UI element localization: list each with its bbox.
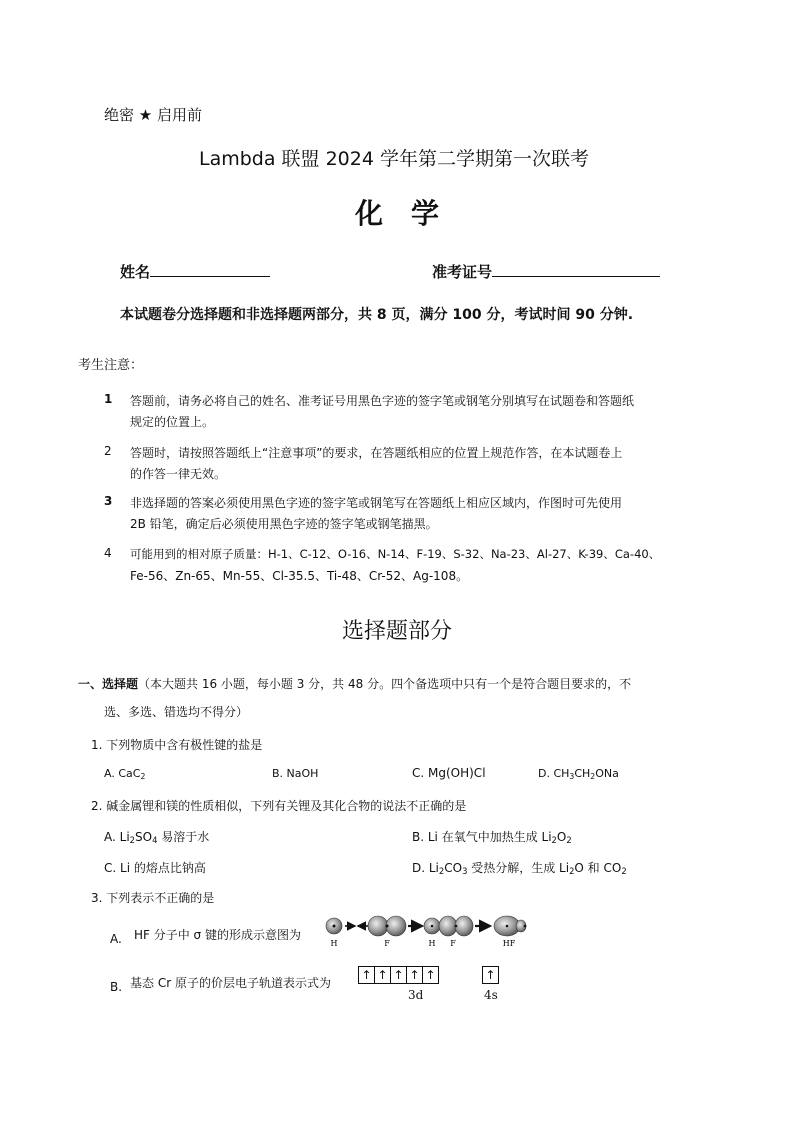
q3-stem: 3. 下列表示不正确的是 [91,891,215,905]
q2-option-c[interactable]: C. Li 的熔点比钠高 [104,861,206,875]
subject-title: 化 学 [354,197,439,230]
q3-option-b-text: 基态 Cr 原子的价层电子轨道表示式为 [130,976,331,990]
q1-stem: 1. 下列物质中含有极性键的盐是 [91,738,263,752]
orbital-box: ↑ [406,966,423,984]
orbital-box: ↑ [390,966,407,984]
section-heading-line2: 选、多选、错选均不得分） [104,705,249,719]
orbital-4s-label: 4s [484,988,498,1002]
notice-num: 2 [104,444,112,458]
section-title: 选择题部分 [341,619,452,644]
orbital-box: ↑ [482,966,499,984]
approaching-orbitals [424,916,473,936]
hf-bond-orbital [494,916,526,936]
notice-line: 答题时，请按照答题纸上“注意事项”的要求，在答题纸相应的位置上规范作答，在本试题卷上 [130,446,623,460]
atom-label: H [428,939,436,948]
name-field[interactable] [120,261,270,282]
q1-option-b[interactable]: B. NaOH [272,767,319,780]
orbital-3d-label: 3d [408,988,424,1002]
q3-option-a-label[interactable]: A. [110,932,122,946]
q2-stem: 2. 碱金属锂和镁的性质相似，下列有关锂及其化合物的说法不正确的是 [91,799,467,813]
q2-option-a[interactable]: A. $Li_2SO_4$ 易溶于水 [104,830,210,845]
notice-line: 的作答一律无效。 [130,467,227,481]
orbital-box: ↑ [374,966,391,984]
section-heading-rest: （本大题共 16 小题，每小题 3 分，共 48 分。四个备选项中只有一个是符合题目要求的，不 [138,677,632,691]
q1-option-a[interactable]: A. CaC$_2$ [104,767,146,781]
notice-line: 规定的位置上。 [130,415,215,429]
h-atom-orbital [326,918,342,934]
atom-label: F [450,939,456,948]
q2-option-d[interactable]: D. $Li_2CO_3$ 受热分解，生成 $Li_2O$ 和 $CO_2$ [412,861,627,876]
notice-line: Fe-56、Zn-65、Mn-55、Cl-35.5、Ti-48、Cr-52、Ag-108。 [130,569,469,583]
q3-option-a-text: HF 分子中 σ 键的形成示意图为 [134,928,301,942]
orbital-3d-boxes [358,964,438,984]
atom-label: HF [502,939,516,948]
q1-option-d[interactable]: D. $CH_3CH_2ONa$ [538,767,619,781]
notice-line: 可能用到的相对原子质量：H-1、C-12、O-16、N-14、F-19、S-32、Na-23、Al-27、K-39、Ca-40、 [130,547,661,561]
section-heading-lead: 一、选择题 [78,677,139,691]
atom-label: F [384,939,390,948]
orbital-4s-boxes [482,964,498,984]
section-heading [78,675,631,692]
secret-label: 绝密 ★ 启用前 [104,106,202,124]
exam-title: Lambda 联盟 2024 学年第二学期第一次联考 [199,148,589,170]
id-label: 准考证号 [432,263,493,281]
sigma-bond-diagram [322,912,532,952]
q1-option-c[interactable]: C. Mg(OH)Cl [412,766,486,780]
name-blank[interactable] [150,262,270,277]
orbital-box: ↑ [358,966,375,984]
notice-line: 2B 铅笔，确定后必须使用黑色字迹的签字笔或钢笔描黑。 [130,517,438,531]
q2-option-b[interactable]: B. Li 在氧气中加热生成 $Li_2O_2$ [412,830,572,845]
orbital-box: ↑ [422,966,439,984]
q3-option-b-label[interactable]: B. [110,980,123,994]
notice-num: 4 [104,546,112,560]
notice-num: 1 [104,392,113,406]
f-atom-orbital [368,916,406,936]
notice-line: 非选择题的答案必须使用黑色字迹的签字笔或钢笔写在答题纸上相应区域内，作图时可先使用 [130,496,623,510]
id-blank[interactable] [492,262,660,277]
notice-title: 考生注意： [78,358,144,373]
notice-num: 3 [104,494,113,508]
intro-text: 本试题卷分选择题和非选择题两部分，共 8 页，满分 100 分，考试时间 90 分钟. [120,307,634,323]
id-field[interactable] [432,261,660,282]
atom-label: H [330,939,338,948]
name-label: 姓名 [120,263,151,281]
notice-line: 答题前，请务必将自己的姓名、准考证号用黑色字迹的签字笔或钢笔分别填写在试题卷和答题纸 [130,394,635,408]
